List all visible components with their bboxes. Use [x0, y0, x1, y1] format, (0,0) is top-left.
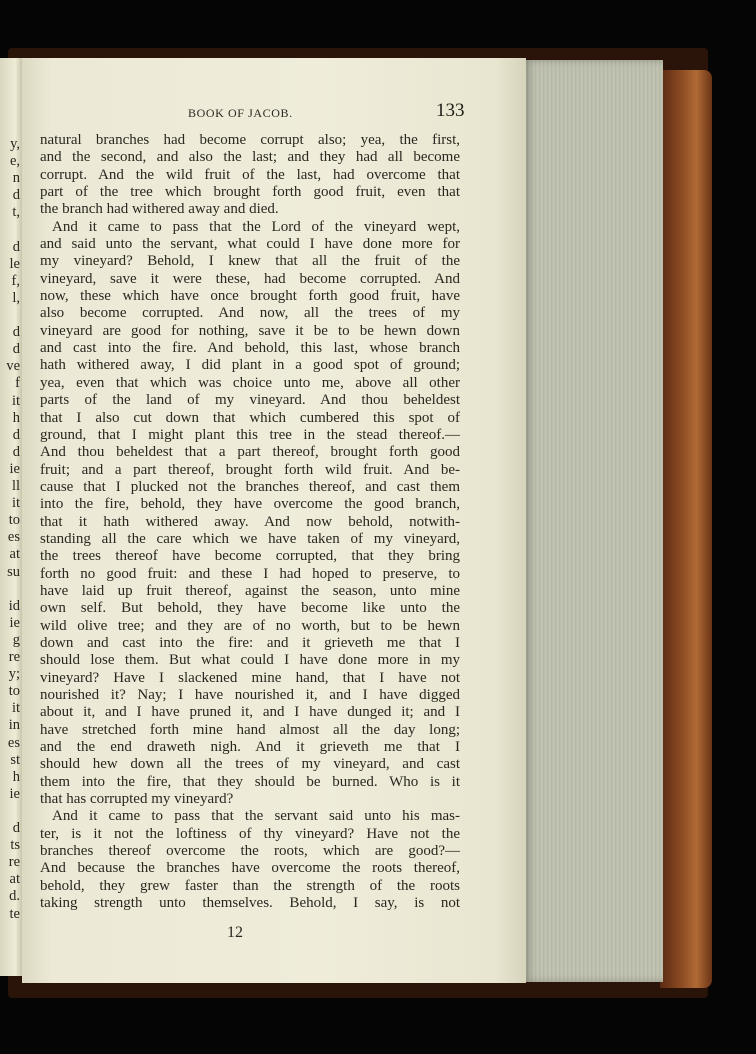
text-line: ter, is it not the loftiness of thy vineyard? Have not the	[40, 825, 460, 842]
text-line: part of the tree which brought forth good fruit, even that	[40, 184, 460, 201]
text-line: vineyard, save it were these, had become corrupted. And	[40, 270, 460, 287]
text-line: vineyard? Have I slackened mine hand, that I have not	[40, 669, 460, 686]
text-line: parts of the land of my vineyard. And thou beheldest	[40, 392, 460, 409]
left-page-fragment: d	[12, 426, 20, 443]
text-line: into the fire, behold, they have overcome the good branch,	[40, 496, 460, 513]
left-page-fragment: id	[8, 597, 20, 614]
text-line: taking strength unto themselves. Behold, I say, is not	[40, 895, 460, 912]
text-line: ground, that I might plant this tree in the stead thereof.—	[40, 426, 460, 443]
left-page-fragment: d	[12, 341, 20, 358]
text-line: fruit; and a part thereof, brought forth wild fruit. And be-	[40, 461, 460, 478]
left-page-fragment: d	[12, 324, 20, 341]
left-page-fragment: ie	[9, 460, 20, 477]
text-line: own self. But behold, they have become like unto the	[40, 600, 460, 617]
text-line: standing all the care which we have taken of my vineyard,	[40, 530, 460, 547]
left-page-fragment: f	[15, 375, 20, 392]
left-page-fragment: d	[12, 443, 20, 460]
running-head	[22, 100, 526, 124]
left-page-fragment: su	[7, 563, 20, 580]
left-page-fragment: h	[12, 768, 20, 785]
signature-mark: 12	[227, 924, 243, 941]
left-page-fragment: it	[11, 495, 20, 512]
text-line: branches thereof overcome the roots, which are good?—	[40, 843, 460, 860]
text-line: yea, even that which was choice unto me, above all other	[40, 374, 460, 391]
left-page-fragment: d.	[9, 888, 20, 905]
text-line: have stretched forth mine hand almost all the day long;	[40, 721, 460, 738]
book-page	[22, 58, 526, 983]
left-page-fragment: ts	[10, 837, 20, 854]
left-page-fragment: e,	[9, 153, 20, 170]
page-body-text	[40, 132, 460, 912]
left-page-fragment: re	[8, 854, 20, 871]
left-page-fragment: re	[8, 649, 20, 665]
page-number: 133	[436, 100, 465, 121]
left-page-fragment: d	[12, 187, 20, 204]
text-line: wild olive tree; and they are of no worth, but to be hewn	[40, 617, 460, 634]
text-line: have laid up fruit thereof, against the season, unto mine	[40, 582, 460, 599]
text-line: and the second, and also the last; and they had all become	[40, 149, 460, 166]
left-page-fragment: at	[9, 871, 20, 888]
text-line: also become corrupted. And now, all the trees of my	[40, 305, 460, 322]
text-line: and the end draweth nigh. And it grieveth me that I	[40, 739, 460, 756]
text-line: forth no good fruit: and these I had hoped to preserve, to	[40, 565, 460, 582]
text-line: And because the branches have overcome the roots thereof,	[40, 860, 460, 877]
left-page-fragment: ie	[9, 785, 20, 802]
left-page-fragment: d	[12, 820, 20, 836]
text-line: my vineyard? Behold, I knew that all the fruit of the	[40, 253, 460, 270]
left-page-fragment: f,	[11, 272, 20, 289]
left-page-margin	[0, 58, 22, 976]
text-line: corrupt. And the wild fruit of the last, had overcome that	[40, 166, 460, 183]
text-line: cause that I plucked not the branches thereof, and cast them	[40, 478, 460, 495]
book-cover-edge	[660, 70, 712, 988]
text-line: vineyard are good for nothing, save it be to be hewn down	[40, 322, 460, 339]
text-line: should lose them. But what could I have done more in my	[40, 652, 460, 669]
text-line: the branch had withered away and died.	[40, 201, 279, 218]
left-page-fragment: it	[11, 700, 20, 717]
text-line: and cast into the fire. And behold, this last, whose branch	[40, 340, 460, 357]
text-line: down and cast into the fire: and it grieveth me that I	[40, 634, 460, 651]
text-line: that has corrupted my vineyard?	[40, 791, 234, 808]
left-page-fragment: g	[12, 631, 20, 648]
text-line: the trees thereof have become corrupted, that they bring	[40, 548, 460, 565]
left-page-fragment: it	[11, 392, 20, 409]
left-page-fragment: ie	[9, 614, 20, 631]
text-line: now, these which have once brought forth good fruit, have	[40, 288, 460, 305]
text-line: And it came to pass that the servant said unto his mas-	[52, 808, 460, 825]
text-line: and said unto the servant, what could I have done more for	[40, 236, 460, 253]
left-page-fragment: st	[10, 751, 20, 768]
page-edges	[523, 60, 663, 982]
left-page-fragment: l,	[12, 289, 20, 306]
text-line: about it, and I have pruned it, and I have dunged it; and I	[40, 704, 460, 721]
left-page-fragment: ll	[11, 478, 20, 494]
left-page-fragment: at	[9, 546, 20, 563]
left-page-fragment: to	[8, 683, 20, 700]
text-line: hath withered away, I did plant in a good spot of ground;	[40, 357, 460, 374]
text-line: natural branches had become corrupt also; yea, the first,	[40, 132, 460, 148]
left-page-fragment: es	[7, 734, 20, 751]
left-page-fragment: h	[12, 409, 20, 426]
text-line: that I also cut down that which cumbered this spot of	[40, 409, 460, 426]
text-line: behold, they grew faster than the strength of the roots	[40, 877, 460, 894]
left-page-fragment: ve	[6, 358, 20, 375]
left-page-fragment: to	[8, 512, 20, 529]
left-page-fragment: d	[12, 238, 20, 255]
text-line: nourished it? Nay; I have nourished it, and I have digged	[40, 687, 460, 703]
running-head-title: BOOK OF JACOB.	[188, 106, 293, 120]
text-line: should hew down all the trees of my vineyard, and cast	[40, 756, 460, 773]
text-line: them into the fire, that they should be burned. Who is it	[40, 773, 460, 790]
left-page-fragment: y;	[8, 666, 20, 683]
left-page-fragment: le	[9, 255, 20, 272]
text-line: And thou beheldest that a part thereof, brought forth good	[40, 444, 460, 461]
left-page-fragment: es	[7, 529, 20, 546]
left-page-fragment: t,	[12, 204, 20, 221]
text-line: And it came to pass that the Lord of the vineyard wept,	[52, 218, 460, 235]
text-line: that it hath withered away. And now behold, notwith-	[40, 513, 460, 530]
left-page-fragment: y,	[10, 136, 20, 152]
left-page-fragment: te	[9, 905, 20, 922]
left-page-fragment: in	[8, 717, 20, 734]
left-page-fragment: n	[12, 170, 20, 187]
